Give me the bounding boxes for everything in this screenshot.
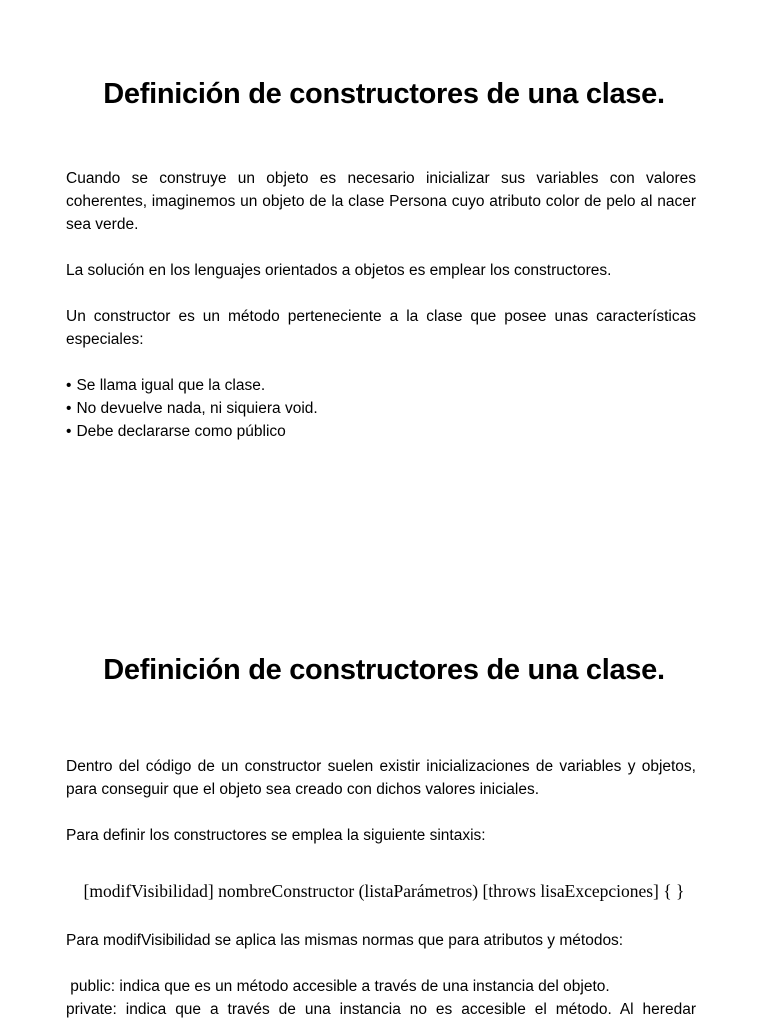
visibility-private-line: private: indica que a través de una instancia no es accesible el método. Al heredar: [66, 1001, 696, 1018]
constructor-syntax: [modifVisibilidad] nombreConstructor (listaParámetros) [throws lisaExcepciones] { }: [83, 881, 685, 901]
slide-1-body: [66, 167, 696, 443]
slide-1-paragraph: La solución en los lenguajes orientados a objetos es emplear los constructores.: [66, 262, 612, 279]
slide-1-paragraph: Cuando se construye un objeto es necesario inicializar sus variables con valores coherentes, imaginemos un objeto de la clase Persona cuyo atributo color de pelo al nacer sea verde.: [66, 170, 696, 233]
slide-2-paragraph: Para definir los constructores se emplea la siguiente sintaxis:: [66, 827, 486, 844]
slide-2-title: Definición de constructores de una clase.: [103, 654, 665, 686]
constructor-features-list: [66, 374, 696, 443]
visibility-list: [66, 975, 696, 1021]
list-item: • Debe declararse como público: [66, 420, 696, 443]
slide-2-body: [66, 755, 696, 847]
slide-2-paragraph: Dentro del código de un constructor suelen existir inicializaciones de variables y objetos, para conseguir que el objeto sea creado con dichos valores iniciales.: [66, 758, 696, 798]
list-item: • Se llama igual que la clase.: [66, 374, 696, 397]
visibility-public-line: public: indica que es un método accesible a través de una instancia del objeto.: [66, 978, 610, 995]
slide-1-title: Definición de constructores de una clase.: [103, 78, 665, 110]
slide-1-paragraph: Un constructor es un método perteneciente a la clase que posee unas características especiales:: [66, 308, 696, 348]
list-item: • No devuelve nada, ni siquiera void.: [66, 397, 696, 420]
slide-2: [0, 632, 768, 1024]
modif-visibility-paragraph: Para modifVisibilidad se aplica las mismas normas que para atributos y métodos:: [66, 932, 624, 949]
